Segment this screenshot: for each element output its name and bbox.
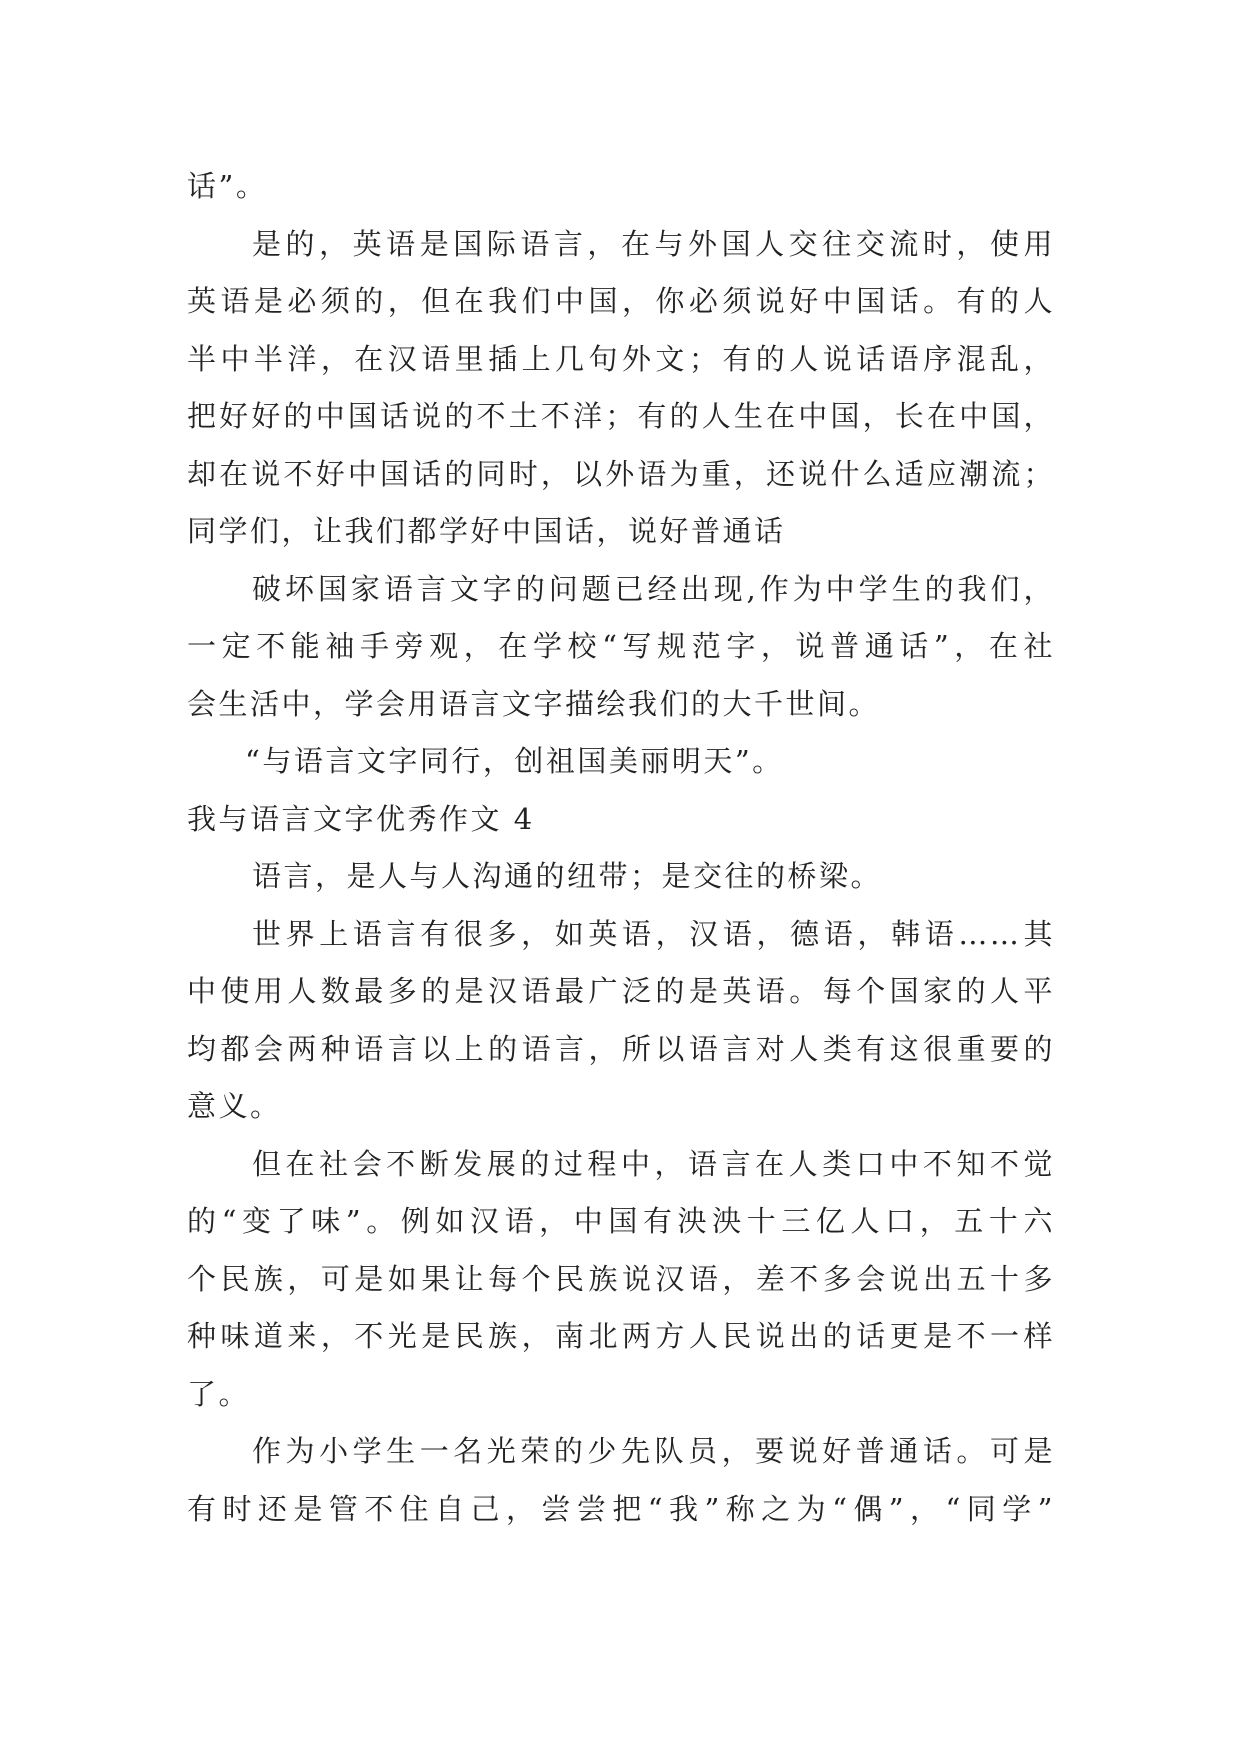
text-line: 同学们，让我们都学好中国话，说好普通话 <box>187 514 786 548</box>
text-line: 中使用人数最多的是汉语最广泛的是英语。每个国家的人平 <box>187 974 1055 1008</box>
text-line: 一定不能袖手旁观，在学校“写规范字，说普通话”，在社 <box>187 629 1055 663</box>
text-line: 半中半洋，在汉语里插上几句外文；有的人说话语序混乱， <box>187 341 1055 376</box>
text-line: 语言，是人与人沟通的纽带；是交往的桥梁。 <box>252 859 883 893</box>
text-line: 会生活中，学会用语言文字描绘我们的大千世间。 <box>187 686 881 721</box>
text-line: 但在社会不断发展的过程中，语言在人类口中不知不觉 <box>252 1146 1055 1181</box>
essay-body <box>187 158 1055 1538</box>
text-line: 意义。 <box>187 1089 282 1123</box>
text-line: 的“变了味”。例如汉语，中国有泱泱十三亿人口，五十六 <box>187 1204 1055 1238</box>
text-line: 个民族，可是如果让每个民族说汉语，差不多会说出五十多 <box>187 1261 1055 1296</box>
text-line: 有时还是管不住自己，尝尝把“我”称之为“偶”，“同学” <box>187 1491 1055 1526</box>
text-line: 均都会两种语言以上的语言，所以语言对人类有这很重要的 <box>187 1031 1055 1066</box>
text-line: 却在说不好中国话的同时，以外语为重，还说什么适应潮流； <box>187 456 1055 491</box>
text-line: 破坏国家语言文字的问题已经出现,作为中学生的我们， <box>252 571 1055 606</box>
text-line: 作为小学生一名光荣的少先队员，要说好普通话。可是 <box>252 1434 1055 1468</box>
section-heading: 我与语言文字优秀作文 4 <box>187 801 535 836</box>
text-line: 话”。 <box>187 169 268 203</box>
text-line: 了。 <box>187 1376 251 1411</box>
text-line: 世界上语言有很多，如英语，汉语，德语，韩语……其 <box>252 916 1055 951</box>
text-line: 种味道来，不光是民族，南北两方人民说出的话更是不一样 <box>187 1319 1055 1353</box>
text-line: 把好好的中国话说的不土不洋；有的人生在中国，长在中国， <box>187 399 1055 433</box>
text-line: “与语言文字同行，创祖国美丽明天”。 <box>245 744 784 778</box>
text-line: 英语是必须的，但在我们中国，你必须说好中国话。有的人 <box>187 284 1055 318</box>
text-line: 是的，英语是国际语言，在与外国人交往交流时，使用 <box>252 226 1055 261</box>
